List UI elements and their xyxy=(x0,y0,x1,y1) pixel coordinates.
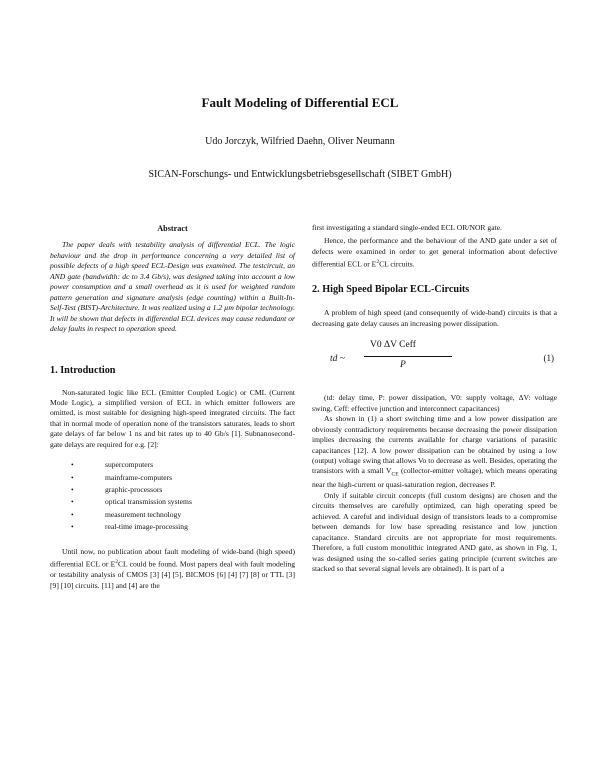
list-item-label: supercomputers xyxy=(105,460,154,470)
section-1-heading: 1. Introduction xyxy=(50,364,116,376)
text-run: (collector-emitter voltage), which means operating near the high-current or quasi-saturation region, decreases P. xyxy=(312,466,557,490)
section-2-paragraph-3: Only if suitable circuit concepts (full custom designs) are chosen and the circuits themselves are carefully optimized, can high operating speed be achieved. A careful and individual design of transistors leads to a compromise between demands for low base spreading resistance and low junction capacitance. Standard circuits are not appropriate for most requirements. Therefore, a full custom monolithic integrated AND gate, as shown in Fig. 1, was designed using the so-called series gating principle (current switches are stacked so that several signal levels are obtained). It is part of a xyxy=(312,490,557,574)
left-column xyxy=(50,224,295,591)
paper-title: Fault Modeling of Differential ECL xyxy=(201,95,399,110)
equation-1 xyxy=(312,339,557,387)
list-item-label: measurement technology xyxy=(105,509,182,519)
continuation-paragraph-1: first investigating a standard single-ended ECL OR/NOR gate. xyxy=(312,223,502,232)
continuation-paragraph-2 xyxy=(312,236,557,270)
text-run: As shown in (1) a short switching time and a low power dissipation are obviously contradictory requirements because decreasing the power dissipation implies decreasing the currents available for charge variations of parasitic capacitances [12]. A low power dissipation can be obtained by using a low (output) voltage swing that allows Vo to decrease as well. Besides, operating the transistors with a small V xyxy=(312,414,557,476)
equation-number: (1) xyxy=(543,353,554,364)
bullet-list xyxy=(50,459,295,533)
section-2-paragraph-2 xyxy=(312,414,557,491)
fraction-bar xyxy=(364,356,452,357)
list-item xyxy=(50,509,295,521)
list-item xyxy=(50,484,295,496)
list-item xyxy=(50,472,295,484)
equation-lhs: td ~ xyxy=(330,354,345,365)
list-item xyxy=(50,521,295,533)
text-run: Hence, the performance and the behaviour of the AND gate under a set of defects were examined in order to get general information about defective differential ECL or E xyxy=(312,236,557,269)
superscript: 2 xyxy=(376,259,380,266)
subscript: CE xyxy=(391,471,399,478)
equation-denominator: P xyxy=(400,360,406,371)
paper-authors: Udo Jorczyk, Wilfried Daehn, Oliver Neumann xyxy=(205,136,395,147)
list-item xyxy=(50,496,295,508)
superscript: 2 xyxy=(115,559,118,566)
list-item-label: graphic-processors xyxy=(105,485,163,495)
list-item-label: mainframe-computers xyxy=(105,472,173,482)
text-run: CL could be found. Most papers deal with fault modeling or testability analysis of CMOS [3] [4] [5], BICMOS [6] [4] [7] [8] or TTL [3] [9] [10] circuits. [11] and [4] are the xyxy=(50,559,295,590)
bullet-icon: • xyxy=(71,460,74,470)
section-1-paragraph-2 xyxy=(50,547,295,591)
abstract-heading: Abstract xyxy=(157,224,188,233)
section-1-paragraph-1: Non-saturated logic like ECL (Emitter Coupled Logic) or CML (Current Mode Logic), a simplified version of ECL in which emitter followers are omitted, is most suitable for designing high-speed integrated circuits. The fact that in normal mode of operation none of the transistors saturates, leads to short gate delays of far below 1 ns and bit rates up to 40 Gb/s [1]. Subnanosecond-gate delays are required for e.g. [2]: xyxy=(50,387,295,449)
bullet-icon: • xyxy=(71,497,74,507)
text-run: CL circuits. xyxy=(379,259,415,269)
equation-numerator: V0 ΔV Ceff xyxy=(370,340,416,351)
list-item-label: real-time image-processing xyxy=(105,522,188,532)
list-item xyxy=(50,459,295,471)
bullet-icon: • xyxy=(71,485,74,495)
bullet-icon: • xyxy=(71,472,74,482)
section-2-heading: 2. High Speed Bipolar ECL-Circuits xyxy=(312,284,470,296)
paper-affiliation: SICAN-Forschungs- und Entwicklungsbetriebsgesellschaft (SIBET GmbH) xyxy=(148,169,452,180)
list-item-label: optical transmission systems xyxy=(105,497,192,507)
right-column xyxy=(312,223,557,574)
section-2-paragraph-1: A problem of high speed (and consequently of wide-band) circuits is that a decreasing gate delay causes an increasing power dissipation. xyxy=(312,308,557,328)
abstract-text: The paper deals with testability analysis of differential ECL. The logic behaviour and the drop in performance concerning a very detailed list of possible defects of a high speed ECL-Design was examined. The testcircuit, an AND gate (bandwidth: dc to 3.4 Gb/s), was designed taking into account a low power consumption and a small overhead as it is used for weighted random pattern generation and signature analysis (edge counting) within a Built-In-Self-Test (BIST)-Architecture. It was realized using a 1.2 µm bipolar technology. It will be shown that defects in differential ECL devices may cause redundant or delay faults in respect to operation speed. xyxy=(50,240,295,334)
bullet-icon: • xyxy=(71,509,74,519)
symbol-definitions: (td: delay time, P: power dissipation, V0: supply voltage, ΔV: voltage swing, Ceff: effective junction and interconnect capacitances) xyxy=(312,393,557,413)
bullet-icon: • xyxy=(71,522,74,532)
text-run: Until now, no publication about fault modeling of wide-band (high speed) differential ECL or E xyxy=(50,546,295,569)
